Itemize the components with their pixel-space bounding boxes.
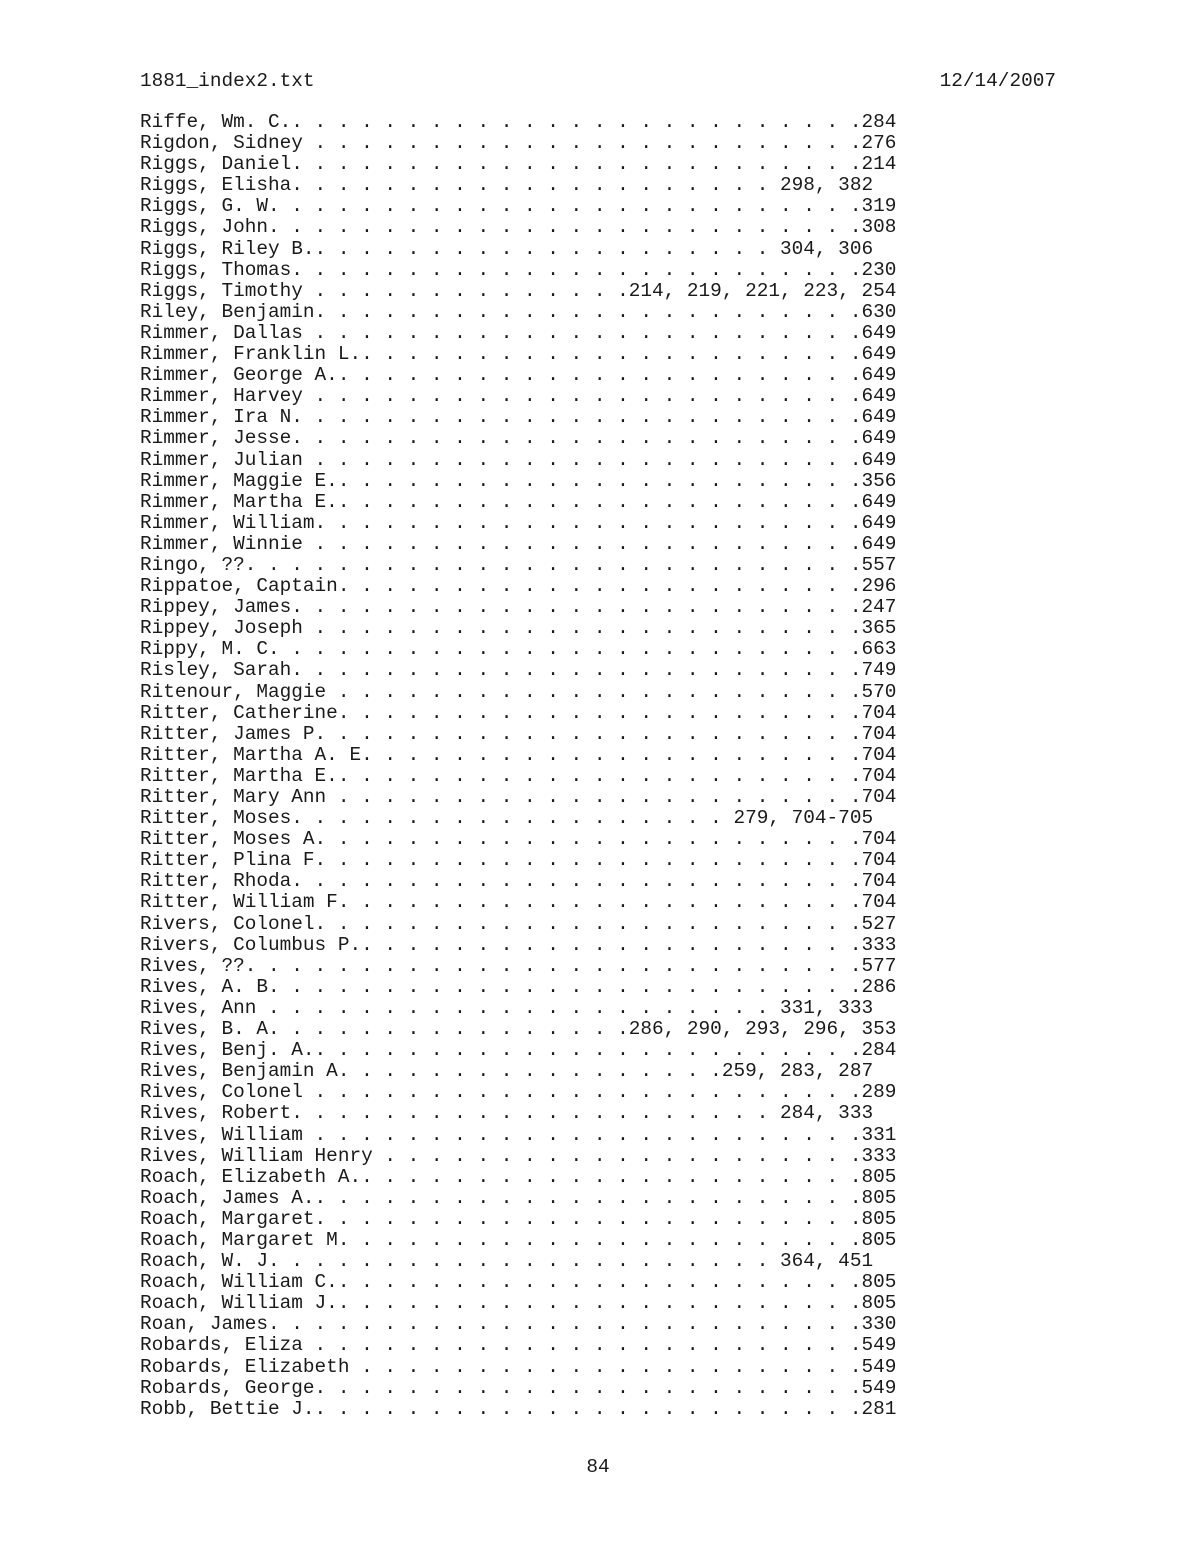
index-entry: Riggs, Elisha. . . . . . . . . . . . . . . . . . . . . 298, 382 — [140, 174, 874, 197]
index-entry: Rimmer, William. . . . . . . . . . . . . . . . . . . . . . . .649 — [140, 511, 897, 534]
index-entry: Robards, Eliza . . . . . . . . . . . . . . . . . . . . . . . .549 — [140, 1334, 897, 1357]
index-entry: Rives, William . . . . . . . . . . . . . . . . . . . . . . . .331 — [140, 1123, 897, 1146]
index-entry: Risley, Sarah. . . . . . . . . . . . . . . . . . . . . . . . .749 — [140, 659, 897, 682]
index-entry: Ritter, Mary Ann . . . . . . . . . . . . . . . . . . . . . . .704 — [140, 786, 897, 808]
index-entry: Roach, William C.. . . . . . . . . . . . . . . . . . . . . . .805 — [140, 1271, 897, 1294]
index-entry: Robb, Bettie J.. . . . . . . . . . . . . . . . . . . . . . . .281 — [140, 1397, 897, 1420]
index-entry: Roach, William J.. . . . . . . . . . . . . . . . . . . . . . .805 — [140, 1292, 897, 1315]
index-entry: Rives, Robert. . . . . . . . . . . . . . . . . . . . . 284, 333 — [140, 1102, 874, 1125]
index-entry: Ritter, Martha A. E. . . . . . . . . . . . . . . . . . . . . .704 — [140, 743, 897, 766]
index-entry: Rimmer, Harvey . . . . . . . . . . . . . . . . . . . . . . . .649 — [140, 385, 897, 408]
index-entry: Rivers, Colonel. . . . . . . . . . . . . . . . . . . . . . . .527 — [140, 912, 897, 935]
index-entry: Riffe, Wm. C.. . . . . . . . . . . . . . . . . . . . . . . . .284 — [140, 111, 897, 133]
index-entry: Rimmer, Franklin L.. . . . . . . . . . . . . . . . . . . . . .649 — [140, 343, 897, 366]
index-entry: Ritter, James P. . . . . . . . . . . . . . . . . . . . . . . .704 — [140, 722, 897, 745]
index-entry: Rivers, Columbus P.. . . . . . . . . . . . . . . . . . . . . .333 — [140, 933, 897, 956]
index-entry: Rimmer, Jesse. . . . . . . . . . . . . . . . . . . . . . . . .649 — [140, 427, 897, 450]
page-number: 84 — [586, 1456, 610, 1478]
index-entry: Riley, Benjamin. . . . . . . . . . . . . . . . . . . . . . . .630 — [140, 300, 897, 323]
index-entry: Rimmer, Dallas . . . . . . . . . . . . . . . . . . . . . . . .649 — [140, 321, 897, 344]
index-entry: Rives, Benjamin A. . . . . . . . . . . . . . . . .259, 283, 287 — [140, 1060, 874, 1083]
index-entry: Ritter, Plina F. . . . . . . . . . . . . . . . . . . . . . . .704 — [140, 849, 897, 872]
index-entry: Riggs, G. W. . . . . . . . . . . . . . . . . . . . . . . . . .319 — [140, 195, 897, 218]
index-entry: Rippy, M. C. . . . . . . . . . . . . . . . . . . . . . . . . .663 — [140, 638, 897, 661]
index-entry: Robards, George. . . . . . . . . . . . . . . . . . . . . . . .549 — [140, 1376, 897, 1399]
index-entry: Rigdon, Sidney . . . . . . . . . . . . . . . . . . . . . . . .276 — [140, 132, 897, 155]
index-entry: Riggs, John. . . . . . . . . . . . . . . . . . . . . . . . . .308 — [140, 216, 897, 239]
index-entry: Roach, James A.. . . . . . . . . . . . . . . . . . . . . . . .805 — [140, 1186, 897, 1209]
index-entry: Ritter, Moses A. . . . . . . . . . . . . . . . . . . . . . . .704 — [140, 828, 897, 851]
index-entry: Roach, W. J. . . . . . . . . . . . . . . . . . . . . . 364, 451 — [140, 1250, 874, 1273]
index-entry: Rives, A. B. . . . . . . . . . . . . . . . . . . . . . . . . .286 — [140, 975, 897, 998]
index-entry: Rimmer, Winnie . . . . . . . . . . . . . . . . . . . . . . . .649 — [140, 532, 897, 555]
page-header — [140, 69, 1056, 93]
index-entry: Rimmer, Julian . . . . . . . . . . . . . . . . . . . . . . . .649 — [140, 448, 897, 471]
index-entry: Rives, William Henry . . . . . . . . . . . . . . . . . . . . .333 — [140, 1144, 897, 1167]
name-index-list — [140, 112, 896, 1420]
index-entry: Ritter, Rhoda. . . . . . . . . . . . . . . . . . . . . . . . .704 — [140, 870, 897, 893]
index-entry: Rimmer, George A.. . . . . . . . . . . . . . . . . . . . . . .649 — [140, 364, 897, 387]
index-entry: Rimmer, Ira N. . . . . . . . . . . . . . . . . . . . . . . . .649 — [140, 406, 897, 429]
index-entry: Rimmer, Martha E.. . . . . . . . . . . . . . . . . . . . . . .649 — [140, 490, 897, 513]
index-entry: Riggs, Thomas. . . . . . . . . . . . . . . . . . . . . . . . .230 — [140, 258, 897, 281]
index-entry: Riggs, Daniel. . . . . . . . . . . . . . . . . . . . . . . . .214 — [140, 153, 897, 176]
index-entry: Riggs, Timothy . . . . . . . . . . . . . .214, 219, 221, 223, 254 — [140, 279, 897, 302]
index-entry: Ritter, Martha E.. . . . . . . . . . . . . . . . . . . . . . .704 — [140, 764, 897, 787]
index-entry: Ringo, ??. . . . . . . . . . . . . . . . . . . . . . . . . . .557 — [140, 553, 897, 576]
index-entry: Roach, Margaret. . . . . . . . . . . . . . . . . . . . . . . .805 — [140, 1207, 897, 1230]
index-entry: Rimmer, Maggie E.. . . . . . . . . . . . . . . . . . . . . . .356 — [140, 469, 897, 492]
index-entry: Rives, Benj. A.. . . . . . . . . . . . . . . . . . . . . . . .284 — [140, 1039, 897, 1062]
index-entry: Ritter, Catherine. . . . . . . . . . . . . . . . . . . . . . .704 — [140, 701, 897, 724]
index-entry: Rippey, James. . . . . . . . . . . . . . . . . . . . . . . . .247 — [140, 596, 897, 619]
index-entry: Rives, ??. . . . . . . . . . . . . . . . . . . . . . . . . . .577 — [140, 954, 897, 977]
index-entry: Roach, Margaret M. . . . . . . . . . . . . . . . . . . . . . .805 — [140, 1228, 897, 1251]
index-entry: Robards, Elizabeth . . . . . . . . . . . . . . . . . . . . . .549 — [140, 1355, 897, 1378]
index-entry: Rives, Colonel . . . . . . . . . . . . . . . . . . . . . . . .289 — [140, 1081, 897, 1104]
index-entry: Rippey, Joseph . . . . . . . . . . . . . . . . . . . . . . . .365 — [140, 617, 897, 640]
index-entry: Roach, Elizabeth A.. . . . . . . . . . . . . . . . . . . . . .805 — [140, 1165, 897, 1188]
index-entry: Riggs, Riley B.. . . . . . . . . . . . . . . . . . . . 304, 306 — [140, 237, 874, 260]
print-date: 12/14/2007 — [939, 70, 1056, 92]
index-entry: Rives, Ann . . . . . . . . . . . . . . . . . . . . . . 331, 333 — [140, 996, 874, 1019]
index-entry: Ritter, William F. . . . . . . . . . . . . . . . . . . . . . .704 — [140, 891, 897, 914]
index-entry: Rippatoe, Captain. . . . . . . . . . . . . . . . . . . . . . .296 — [140, 575, 897, 598]
index-entry: Ritenour, Maggie . . . . . . . . . . . . . . . . . . . . . . .570 — [140, 680, 897, 703]
index-entry: Ritter, Moses. . . . . . . . . . . . . . . . . . . 279, 704-705 — [140, 807, 874, 830]
file-name: 1881_index2.txt — [140, 70, 315, 92]
index-entry: Roan, James. . . . . . . . . . . . . . . . . . . . . . . . . .330 — [140, 1313, 897, 1336]
index-entry: Rives, B. A. . . . . . . . . . . . . . . .286, 290, 293, 296, 353 — [140, 1018, 897, 1041]
